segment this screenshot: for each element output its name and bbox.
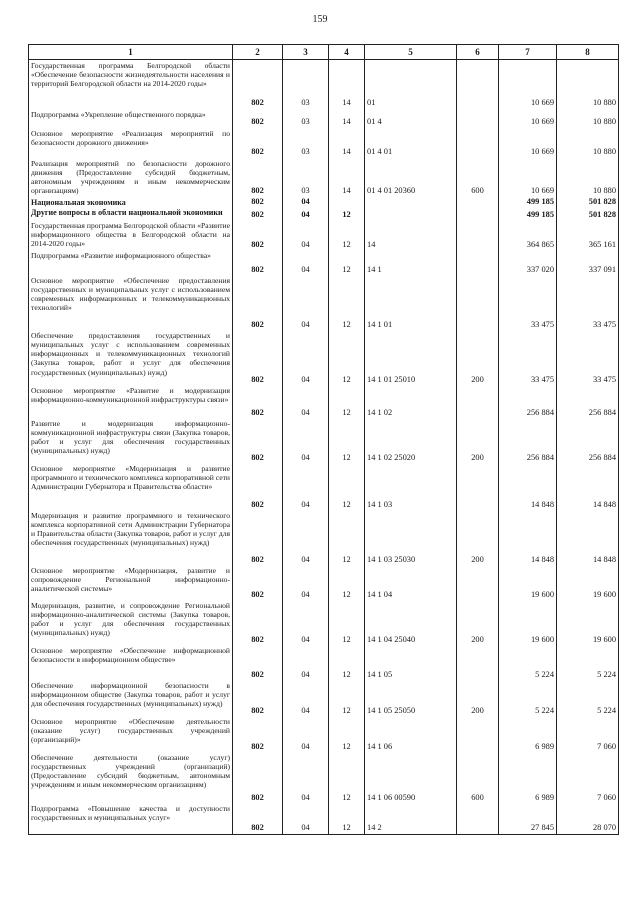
row-description: Обеспечение деятельности (оказание услуг) государственных учреждений (организаций) (Предоставление субсидий бюджетным, автономным учреждениям и иным некоммерческим организациям) <box>29 752 233 803</box>
column-header: 5 <box>365 45 457 60</box>
target-article-code: 14 1 01 25010 <box>365 330 457 385</box>
expense-type-code <box>457 716 499 752</box>
target-article-code: 14 2 <box>365 803 457 834</box>
target-article-code <box>365 197 457 208</box>
expense-type-code <box>457 645 499 680</box>
expense-type-code: 200 <box>457 510 499 565</box>
subsection-code: 12 <box>329 716 365 752</box>
section-code: 04 <box>283 197 329 208</box>
amount-year-2: 5 224 <box>557 680 619 716</box>
row-description: Модернизация, развитие, и сопровождение Региональной информационно-аналитической системы (Закупка товаров, работ и услуг для обеспечения государственных (муниципальных) нужд) <box>29 600 233 645</box>
section-code: 04 <box>283 600 329 645</box>
amount-year-1: 19 600 <box>499 565 557 600</box>
column-header: 1 <box>29 45 233 60</box>
column-header: 7 <box>499 45 557 60</box>
amount-year-1: 5 224 <box>499 680 557 716</box>
subsection-code: 12 <box>329 752 365 803</box>
target-article-code: 14 1 02 <box>365 385 457 418</box>
target-article-code: 14 1 01 <box>365 275 457 330</box>
expense-type-code <box>457 250 499 275</box>
amount-year-2: 337 091 <box>557 250 619 275</box>
row-description: Развитие и модернизация информационно-коммуникационной инфраструктуры связи (Закупка товаров, работ и услуг для обеспечения государственных (муниципальных) нужд) <box>29 418 233 463</box>
amount-year-2: 10 880 <box>557 128 619 158</box>
amount-year-2: 14 848 <box>557 463 619 510</box>
section-code: 04 <box>283 385 329 418</box>
table-row <box>29 250 619 275</box>
row-description: Основное мероприятие «Обеспечение информационной безопасности в информационном обществе» <box>29 645 233 680</box>
ministry-code: 802 <box>233 716 283 752</box>
column-header: 8 <box>557 45 619 60</box>
table-row <box>29 60 619 109</box>
section-code: 04 <box>283 275 329 330</box>
table-row <box>29 716 619 752</box>
column-header: 3 <box>283 45 329 60</box>
table-row <box>29 463 619 510</box>
amount-year-1: 6 989 <box>499 752 557 803</box>
table-row <box>29 220 619 250</box>
ministry-code: 802 <box>233 803 283 834</box>
ministry-code: 802 <box>233 330 283 385</box>
row-description: Подпрограмма «Развитие информационного общества» <box>29 250 233 275</box>
amount-year-2: 7 060 <box>557 752 619 803</box>
table-header <box>29 45 619 60</box>
expense-type-code: 200 <box>457 680 499 716</box>
amount-year-2: 5 224 <box>557 645 619 680</box>
target-article-code: 14 1 04 <box>365 565 457 600</box>
column-header: 6 <box>457 45 499 60</box>
row-description: Основное мероприятие «Реализация мероприятий по безопасности дорожного движения» <box>29 128 233 158</box>
amount-year-1: 337 020 <box>499 250 557 275</box>
ministry-code: 802 <box>233 510 283 565</box>
expense-type-code <box>457 565 499 600</box>
subsection-code: 12 <box>329 680 365 716</box>
amount-year-2: 256 884 <box>557 418 619 463</box>
table-row <box>29 645 619 680</box>
amount-year-2: 501 828 <box>557 207 619 220</box>
ministry-code: 802 <box>233 109 283 128</box>
table-row <box>29 385 619 418</box>
column-header: 2 <box>233 45 283 60</box>
row-description: Модернизация и развитие программного и технического комплекса корпоративной сети Администрации Губернатора и Правительства области (Закупка товаров, работ и услуг для обеспечения государственных (муниципальных) нужд) <box>29 510 233 565</box>
target-article-code: 14 <box>365 220 457 250</box>
page-number: 159 <box>312 14 328 25</box>
amount-year-2: 501 828 <box>557 197 619 208</box>
ministry-code: 802 <box>233 600 283 645</box>
row-description: Реализация мероприятий по безопасности дорожного движения (Предоставление субсидий бюджетным, автономным учреждениям и иным некоммерческим организациям) <box>29 158 233 197</box>
target-article-code: 14 1 03 25030 <box>365 510 457 565</box>
ministry-code: 802 <box>233 158 283 197</box>
amount-year-1: 10 669 <box>499 158 557 197</box>
amount-year-2: 10 880 <box>557 109 619 128</box>
subsection-code: 12 <box>329 510 365 565</box>
section-code: 03 <box>283 109 329 128</box>
table-row <box>29 128 619 158</box>
target-article-code: 14 1 <box>365 250 457 275</box>
ministry-code: 802 <box>233 207 283 220</box>
amount-year-2: 19 600 <box>557 600 619 645</box>
amount-year-1: 10 669 <box>499 60 557 109</box>
table-body <box>29 60 619 835</box>
subsection-code: 12 <box>329 803 365 834</box>
subsection-code: 12 <box>329 207 365 220</box>
subsection-code: 12 <box>329 565 365 600</box>
subsection-code: 12 <box>329 645 365 680</box>
table-row <box>29 600 619 645</box>
amount-year-1: 6 989 <box>499 716 557 752</box>
row-description: Обеспечение предоставления государственных и муниципальных услуг с использованием современных информационных и телекоммуникационных технологий (Закупка товаров, работ и услуг для обеспечения государственных (муниципальных) нужд) <box>29 330 233 385</box>
target-article-code: 14 1 05 <box>365 645 457 680</box>
row-description: Государственная программа Белгородской области «Обеспечение безопасности жизнедеятельности населения и территорий Белгородской области на 2014-2020 годы» <box>29 60 233 109</box>
target-article-code: 14 1 02 25020 <box>365 418 457 463</box>
expense-type-code <box>457 463 499 510</box>
table-row <box>29 803 619 834</box>
ministry-code: 802 <box>233 463 283 510</box>
table-row <box>29 752 619 803</box>
amount-year-1: 499 185 <box>499 207 557 220</box>
expense-type-code: 200 <box>457 600 499 645</box>
section-code: 04 <box>283 565 329 600</box>
subsection-code: 12 <box>329 600 365 645</box>
row-description: Подпрограмма «Укрепление общественного порядка» <box>29 109 233 128</box>
section-code: 04 <box>283 418 329 463</box>
expense-type-code <box>457 197 499 208</box>
subsection-code: 14 <box>329 60 365 109</box>
ministry-code: 802 <box>233 60 283 109</box>
table-row <box>29 158 619 197</box>
amount-year-1: 19 600 <box>499 600 557 645</box>
target-article-code: 14 1 03 <box>365 463 457 510</box>
row-description: Другие вопросы в области национальной экономики <box>29 207 233 220</box>
table-row <box>29 197 619 208</box>
expense-type-code: 600 <box>457 158 499 197</box>
subsection-code: 12 <box>329 250 365 275</box>
table-row <box>29 418 619 463</box>
row-description: Государственная программа Белгородской области «Развитие информационного общества в Белгородской области на 2014-2020 годы» <box>29 220 233 250</box>
expense-type-code <box>457 128 499 158</box>
amount-year-2: 33 475 <box>557 275 619 330</box>
expense-type-code <box>457 220 499 250</box>
ministry-code: 802 <box>233 645 283 680</box>
amount-year-1: 256 884 <box>499 418 557 463</box>
amount-year-2: 28 070 <box>557 803 619 834</box>
amount-year-2: 19 600 <box>557 565 619 600</box>
subsection-code: 12 <box>329 275 365 330</box>
section-code: 04 <box>283 463 329 510</box>
amount-year-2: 256 884 <box>557 385 619 418</box>
amount-year-1: 10 669 <box>499 109 557 128</box>
ministry-code: 802 <box>233 128 283 158</box>
target-article-code: 01 <box>365 60 457 109</box>
amount-year-2: 365 161 <box>557 220 619 250</box>
target-article-code: 14 1 04 25040 <box>365 600 457 645</box>
ministry-code: 802 <box>233 752 283 803</box>
amount-year-2: 7 060 <box>557 716 619 752</box>
budget-table <box>28 44 619 835</box>
section-code: 04 <box>283 207 329 220</box>
section-code: 04 <box>283 645 329 680</box>
amount-year-1: 5 224 <box>499 645 557 680</box>
subsection-code <box>329 197 365 208</box>
subsection-code: 12 <box>329 385 365 418</box>
subsection-code: 12 <box>329 220 365 250</box>
table-row <box>29 680 619 716</box>
row-description: Основное мероприятие «Обеспечение деятельности (оказание услуг) государственных учреждений (организаций)» <box>29 716 233 752</box>
section-code: 04 <box>283 803 329 834</box>
section-code: 04 <box>283 752 329 803</box>
row-description: Национальная экономика <box>29 197 233 208</box>
subsection-code: 12 <box>329 463 365 510</box>
expense-type-code: 200 <box>457 330 499 385</box>
column-header: 4 <box>329 45 365 60</box>
expense-type-code <box>457 207 499 220</box>
ministry-code: 802 <box>233 275 283 330</box>
table-row <box>29 330 619 385</box>
target-article-code: 14 1 06 <box>365 716 457 752</box>
subsection-code: 12 <box>329 418 365 463</box>
amount-year-2: 10 880 <box>557 158 619 197</box>
section-code: 04 <box>283 716 329 752</box>
subsection-code: 12 <box>329 330 365 385</box>
expense-type-code <box>457 109 499 128</box>
amount-year-1: 14 848 <box>499 510 557 565</box>
row-description: Основное мероприятие «Модернизация и развитие программного и технического комплекса корпоративной сети Администрации Губернатора и Правительства области» <box>29 463 233 510</box>
amount-year-2: 14 848 <box>557 510 619 565</box>
amount-year-2: 10 880 <box>557 60 619 109</box>
section-code: 03 <box>283 60 329 109</box>
amount-year-2: 33 475 <box>557 330 619 385</box>
section-code: 04 <box>283 510 329 565</box>
target-article-code: 01 4 <box>365 109 457 128</box>
amount-year-1: 499 185 <box>499 197 557 208</box>
section-code: 04 <box>283 220 329 250</box>
table-row <box>29 275 619 330</box>
section-code: 03 <box>283 128 329 158</box>
target-article-code <box>365 207 457 220</box>
row-description: Основное мероприятие «Развитие и модернизация информационно-коммуникационной инфраструктуры связи» <box>29 385 233 418</box>
subsection-code: 14 <box>329 158 365 197</box>
row-description: Основное мероприятие «Модернизация, развитие и сопровождение Региональной информационно-аналитической системы» <box>29 565 233 600</box>
section-code: 04 <box>283 680 329 716</box>
target-article-code: 14 1 05 25050 <box>365 680 457 716</box>
ministry-code: 802 <box>233 418 283 463</box>
ministry-code: 802 <box>233 250 283 275</box>
table-row <box>29 207 619 220</box>
amount-year-1: 33 475 <box>499 330 557 385</box>
ministry-code: 802 <box>233 197 283 208</box>
amount-year-1: 256 884 <box>499 385 557 418</box>
section-code: 04 <box>283 250 329 275</box>
amount-year-1: 364 865 <box>499 220 557 250</box>
expense-type-code <box>457 803 499 834</box>
section-code: 04 <box>283 330 329 385</box>
expense-type-code: 600 <box>457 752 499 803</box>
table-row <box>29 510 619 565</box>
target-article-code: 01 4 01 20360 <box>365 158 457 197</box>
ministry-code: 802 <box>233 680 283 716</box>
expense-type-code <box>457 60 499 109</box>
amount-year-1: 27 845 <box>499 803 557 834</box>
amount-year-1: 33 475 <box>499 275 557 330</box>
target-article-code: 14 1 06 00590 <box>365 752 457 803</box>
table-row <box>29 109 619 128</box>
row-description: Обеспечение информационной безопасности в информационном обществе (Закупка товаров, работ и услуг для обеспечения государственных (муниципальных) нужд) <box>29 680 233 716</box>
expense-type-code: 200 <box>457 418 499 463</box>
expense-type-code <box>457 385 499 418</box>
target-article-code: 01 4 01 <box>365 128 457 158</box>
subsection-code: 14 <box>329 109 365 128</box>
amount-year-1: 14 848 <box>499 463 557 510</box>
subsection-code: 14 <box>329 128 365 158</box>
row-description: Основное мероприятие «Обеспечение предоставления государственных и муниципальных услуг с использованием современных информационных и телекоммуникационных технологий» <box>29 275 233 330</box>
expense-type-code <box>457 275 499 330</box>
ministry-code: 802 <box>233 385 283 418</box>
row-description: Подпрограмма «Повышение качества и доступности государственных и муниципальных услуг» <box>29 803 233 834</box>
amount-year-1: 10 669 <box>499 128 557 158</box>
ministry-code: 802 <box>233 220 283 250</box>
table-row <box>29 565 619 600</box>
section-code: 03 <box>283 158 329 197</box>
ministry-code: 802 <box>233 565 283 600</box>
